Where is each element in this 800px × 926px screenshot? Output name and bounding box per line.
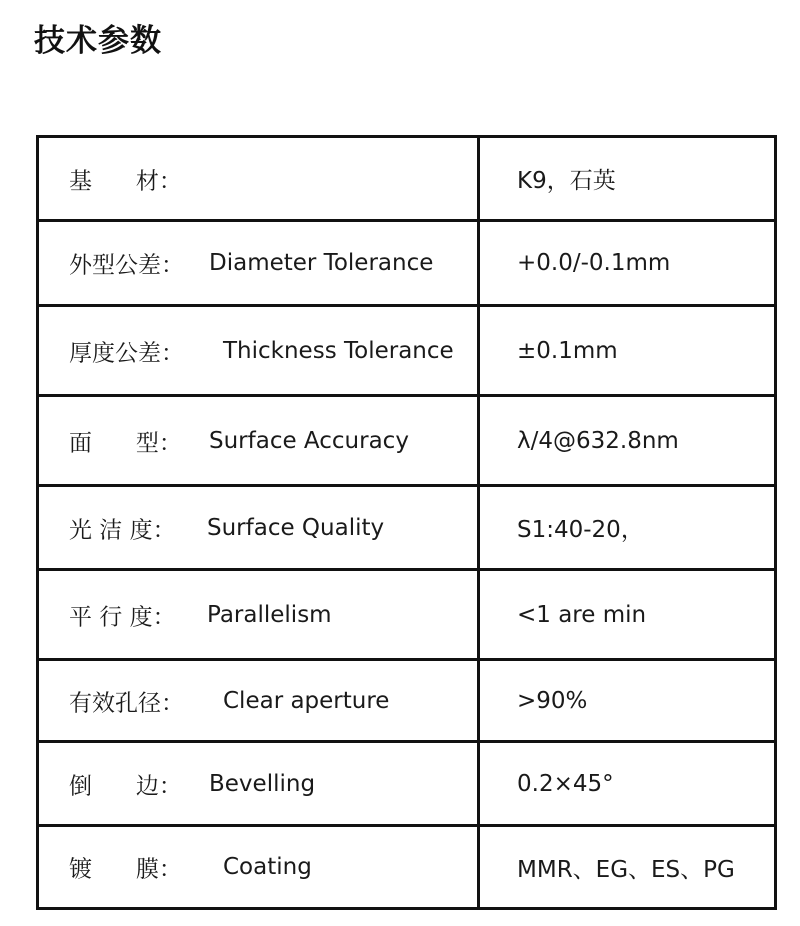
param-label-cell (38, 306, 479, 396)
param-label-cell (38, 660, 479, 742)
table-row (38, 826, 776, 909)
param-label-cell (38, 396, 479, 486)
table-row (38, 660, 776, 742)
param-name-en: Bevelling (209, 770, 316, 797)
param-value: +0.0/-0.1mm (479, 221, 776, 306)
param-name-cn: 平 行 度： (69, 604, 176, 630)
param-value: K9，石英 (479, 137, 776, 221)
param-name-cn: 基 材： (69, 168, 182, 194)
param-name-cn: 镀 膜： (69, 856, 182, 883)
table-row (38, 570, 776, 660)
param-name-en: Surface Quality (207, 514, 385, 541)
table-row (38, 306, 776, 396)
param-value: MMR、EG、ES、PG (479, 826, 776, 909)
param-value: S1:40-20， (479, 486, 776, 570)
param-label-cell (38, 826, 479, 909)
param-name-cn: 厚度公差： (69, 340, 184, 366)
param-name-en: Diameter Tolerance (209, 250, 434, 276)
param-name-cn: 有效孔径： (69, 690, 184, 716)
param-name-cn: 外型公差： (69, 252, 184, 279)
table-row (38, 137, 776, 221)
param-name-en: Parallelism (207, 601, 332, 628)
param-label-cell (38, 486, 479, 570)
table-row (38, 221, 776, 306)
param-label-cell (38, 570, 479, 660)
param-name-cn: 光 洁 度： (69, 517, 176, 543)
param-value: ±0.1mm (479, 306, 776, 396)
param-name-en: Coating (223, 854, 312, 880)
param-name-en: Clear aperture (223, 687, 390, 714)
table-row (38, 486, 776, 570)
param-name-en: Surface Accuracy (209, 427, 409, 454)
table-row (38, 396, 776, 486)
param-value: <1 are min (479, 570, 776, 660)
param-name-cn: 倒 边： (69, 773, 182, 799)
param-value: >90% (479, 660, 776, 742)
page-title: 技术参数 (34, 23, 162, 59)
param-label-cell (38, 137, 479, 221)
param-label-cell (38, 221, 479, 306)
param-value: λ/4@632.8nm (479, 396, 776, 486)
spec-table (36, 135, 777, 910)
table-row (38, 742, 776, 826)
param-value: 0.2×45° (479, 742, 776, 826)
param-label-cell (38, 742, 479, 826)
param-name-cn: 面 型： (69, 430, 182, 456)
param-name-en: Thickness Tolerance (223, 337, 454, 364)
